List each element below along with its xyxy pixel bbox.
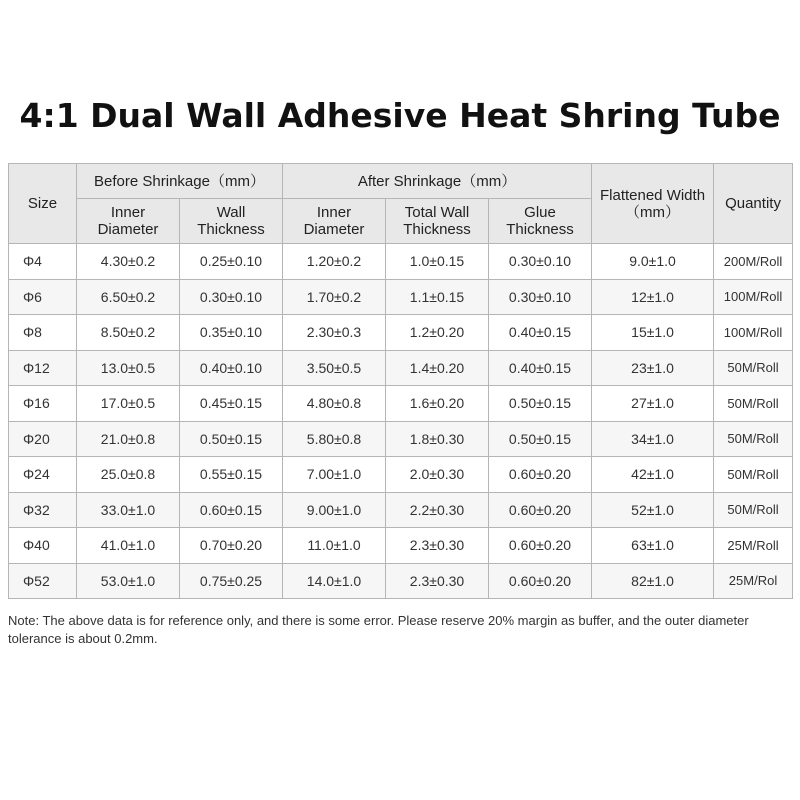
cell-flattened-width: 15±1.0 bbox=[592, 315, 714, 351]
cell-before-wall-thickness: 0.25±0.10 bbox=[180, 244, 283, 280]
cell-after-glue-thickness: 0.60±0.20 bbox=[489, 528, 592, 564]
cell-after-glue-thickness: 0.50±0.15 bbox=[489, 386, 592, 422]
cell-after-inner-diameter: 2.30±0.3 bbox=[283, 315, 386, 351]
header-after-shrinkage: After Shrinkage（mm） bbox=[283, 164, 592, 199]
cell-size: Φ20 bbox=[9, 421, 77, 457]
header-flattened-width bbox=[592, 164, 714, 244]
cell-after-total-wall-thickness: 1.0±0.15 bbox=[386, 244, 489, 280]
cell-quantity: 50M/Roll bbox=[714, 421, 793, 457]
cell-flattened-width: 63±1.0 bbox=[592, 528, 714, 564]
cell-flattened-width: 23±1.0 bbox=[592, 350, 714, 386]
cell-after-glue-thickness: 0.30±0.10 bbox=[489, 279, 592, 315]
cell-flattened-width: 82±1.0 bbox=[592, 563, 714, 599]
cell-before-inner-diameter: 21.0±0.8 bbox=[77, 421, 180, 457]
table-header bbox=[9, 164, 793, 244]
cell-flattened-width: 27±1.0 bbox=[592, 386, 714, 422]
cell-before-wall-thickness: 0.60±0.15 bbox=[180, 492, 283, 528]
cell-after-inner-diameter: 1.70±0.2 bbox=[283, 279, 386, 315]
cell-after-glue-thickness: 0.30±0.10 bbox=[489, 244, 592, 280]
header-after-glue-line1: Glue bbox=[524, 204, 556, 221]
cell-after-glue-thickness: 0.60±0.20 bbox=[489, 457, 592, 493]
cell-after-total-wall-thickness: 1.2±0.20 bbox=[386, 315, 489, 351]
cell-flattened-width: 12±1.0 bbox=[592, 279, 714, 315]
cell-before-wall-thickness: 0.55±0.15 bbox=[180, 457, 283, 493]
table-row bbox=[9, 528, 793, 564]
cell-flattened-width: 34±1.0 bbox=[592, 421, 714, 457]
cell-quantity: 200M/Roll bbox=[714, 244, 793, 280]
table-row bbox=[9, 492, 793, 528]
header-after-inner-line1: Inner bbox=[316, 204, 352, 221]
cell-after-total-wall-thickness: 1.4±0.20 bbox=[386, 350, 489, 386]
header-before-inner-line1: Inner bbox=[110, 204, 146, 221]
footnote: Note: The above data is for reference only, and there is some error. Please reserve 20% margin as buffer, and the outer diameter tolerance is about 0.2mm. bbox=[8, 613, 749, 646]
cell-after-inner-diameter: 9.00±1.0 bbox=[283, 492, 386, 528]
header-before-wall-line1: Wall bbox=[216, 204, 246, 221]
header-after-total-wall-line1: Total Wall bbox=[404, 204, 470, 221]
cell-after-total-wall-thickness: 2.3±0.30 bbox=[386, 563, 489, 599]
cell-before-inner-diameter: 41.0±1.0 bbox=[77, 528, 180, 564]
header-before-inner-diameter bbox=[77, 199, 180, 244]
header-before-wall-thickness bbox=[180, 199, 283, 244]
header-quantity: Quantity bbox=[714, 164, 793, 244]
header-after-inner-line2: Diameter bbox=[303, 221, 365, 238]
header-row-groups bbox=[9, 164, 793, 199]
header-before-shrinkage: Before Shrinkage（mm） bbox=[77, 164, 283, 199]
table-row bbox=[9, 563, 793, 599]
table-row bbox=[9, 315, 793, 351]
cell-flattened-width: 52±1.0 bbox=[592, 492, 714, 528]
cell-after-glue-thickness: 0.50±0.15 bbox=[489, 421, 592, 457]
cell-size: Φ52 bbox=[9, 563, 77, 599]
header-after-inner-diameter bbox=[283, 199, 386, 244]
cell-before-inner-diameter: 6.50±0.2 bbox=[77, 279, 180, 315]
page-title: 4:1 Dual Wall Adhesive Heat Shring Tube bbox=[19, 96, 781, 135]
cell-after-inner-diameter: 5.80±0.8 bbox=[283, 421, 386, 457]
cell-quantity: 50M/Roll bbox=[714, 457, 793, 493]
header-flattened-width-unit: （mm） bbox=[625, 203, 681, 221]
cell-after-inner-diameter: 3.50±0.5 bbox=[283, 350, 386, 386]
header-after-total-wall-thickness bbox=[386, 199, 489, 244]
cell-after-total-wall-thickness: 1.6±0.20 bbox=[386, 386, 489, 422]
header-after-total-wall-line2: Thickness bbox=[403, 221, 471, 238]
header-after-glue-thickness bbox=[489, 199, 592, 244]
header-after-glue-line2: Thickness bbox=[506, 221, 574, 238]
cell-after-glue-thickness: 0.40±0.15 bbox=[489, 315, 592, 351]
cell-quantity: 25M/Roll bbox=[714, 528, 793, 564]
cell-before-wall-thickness: 0.40±0.10 bbox=[180, 350, 283, 386]
cell-size: Φ8 bbox=[9, 315, 77, 351]
cell-before-inner-diameter: 8.50±0.2 bbox=[77, 315, 180, 351]
cell-before-inner-diameter: 25.0±0.8 bbox=[77, 457, 180, 493]
cell-size: Φ16 bbox=[9, 386, 77, 422]
table-row bbox=[9, 421, 793, 457]
header-size: Size bbox=[9, 164, 77, 244]
cell-before-inner-diameter: 13.0±0.5 bbox=[77, 350, 180, 386]
cell-after-glue-thickness: 0.60±0.20 bbox=[489, 563, 592, 599]
cell-flattened-width: 9.0±1.0 bbox=[592, 244, 714, 280]
cell-before-wall-thickness: 0.35±0.10 bbox=[180, 315, 283, 351]
table-row bbox=[9, 350, 793, 386]
cell-after-total-wall-thickness: 2.2±0.30 bbox=[386, 492, 489, 528]
cell-flattened-width: 42±1.0 bbox=[592, 457, 714, 493]
cell-before-wall-thickness: 0.50±0.15 bbox=[180, 421, 283, 457]
header-flattened-width-line1: Flattened Width bbox=[599, 186, 706, 204]
cell-size: Φ6 bbox=[9, 279, 77, 315]
cell-after-total-wall-thickness: 1.1±0.15 bbox=[386, 279, 489, 315]
cell-before-inner-diameter: 33.0±1.0 bbox=[77, 492, 180, 528]
cell-size: Φ32 bbox=[9, 492, 77, 528]
cell-before-wall-thickness: 0.30±0.10 bbox=[180, 279, 283, 315]
header-before-wall-line2: Thickness bbox=[197, 221, 265, 238]
cell-after-total-wall-thickness: 2.0±0.30 bbox=[386, 457, 489, 493]
header-before-inner-line2: Diameter bbox=[97, 221, 159, 238]
table-row bbox=[9, 244, 793, 280]
cell-before-inner-diameter: 53.0±1.0 bbox=[77, 563, 180, 599]
cell-quantity: 100M/Roll bbox=[714, 315, 793, 351]
cell-quantity: 50M/Roll bbox=[714, 492, 793, 528]
cell-size: Φ4 bbox=[9, 244, 77, 280]
cell-after-inner-diameter: 7.00±1.0 bbox=[283, 457, 386, 493]
spec-table bbox=[8, 163, 793, 599]
table-body bbox=[9, 244, 793, 599]
table-row bbox=[9, 457, 793, 493]
cell-before-inner-diameter: 17.0±0.5 bbox=[77, 386, 180, 422]
cell-before-wall-thickness: 0.75±0.25 bbox=[180, 563, 283, 599]
cell-before-wall-thickness: 0.70±0.20 bbox=[180, 528, 283, 564]
cell-after-inner-diameter: 4.80±0.8 bbox=[283, 386, 386, 422]
cell-after-inner-diameter: 14.0±1.0 bbox=[283, 563, 386, 599]
cell-size: Φ40 bbox=[9, 528, 77, 564]
cell-after-inner-diameter: 1.20±0.2 bbox=[283, 244, 386, 280]
cell-after-inner-diameter: 11.0±1.0 bbox=[283, 528, 386, 564]
cell-size: Φ24 bbox=[9, 457, 77, 493]
cell-after-total-wall-thickness: 1.8±0.30 bbox=[386, 421, 489, 457]
cell-after-glue-thickness: 0.60±0.20 bbox=[489, 492, 592, 528]
cell-size: Φ12 bbox=[9, 350, 77, 386]
cell-quantity: 50M/Roll bbox=[714, 350, 793, 386]
cell-quantity: 25M/Rol bbox=[714, 563, 793, 599]
cell-before-inner-diameter: 4.30±0.2 bbox=[77, 244, 180, 280]
cell-after-total-wall-thickness: 2.3±0.30 bbox=[386, 528, 489, 564]
table-row bbox=[9, 386, 793, 422]
cell-quantity: 100M/Roll bbox=[714, 279, 793, 315]
cell-quantity: 50M/Roll bbox=[714, 386, 793, 422]
cell-after-glue-thickness: 0.40±0.15 bbox=[489, 350, 592, 386]
cell-before-wall-thickness: 0.45±0.15 bbox=[180, 386, 283, 422]
table-row bbox=[9, 279, 793, 315]
